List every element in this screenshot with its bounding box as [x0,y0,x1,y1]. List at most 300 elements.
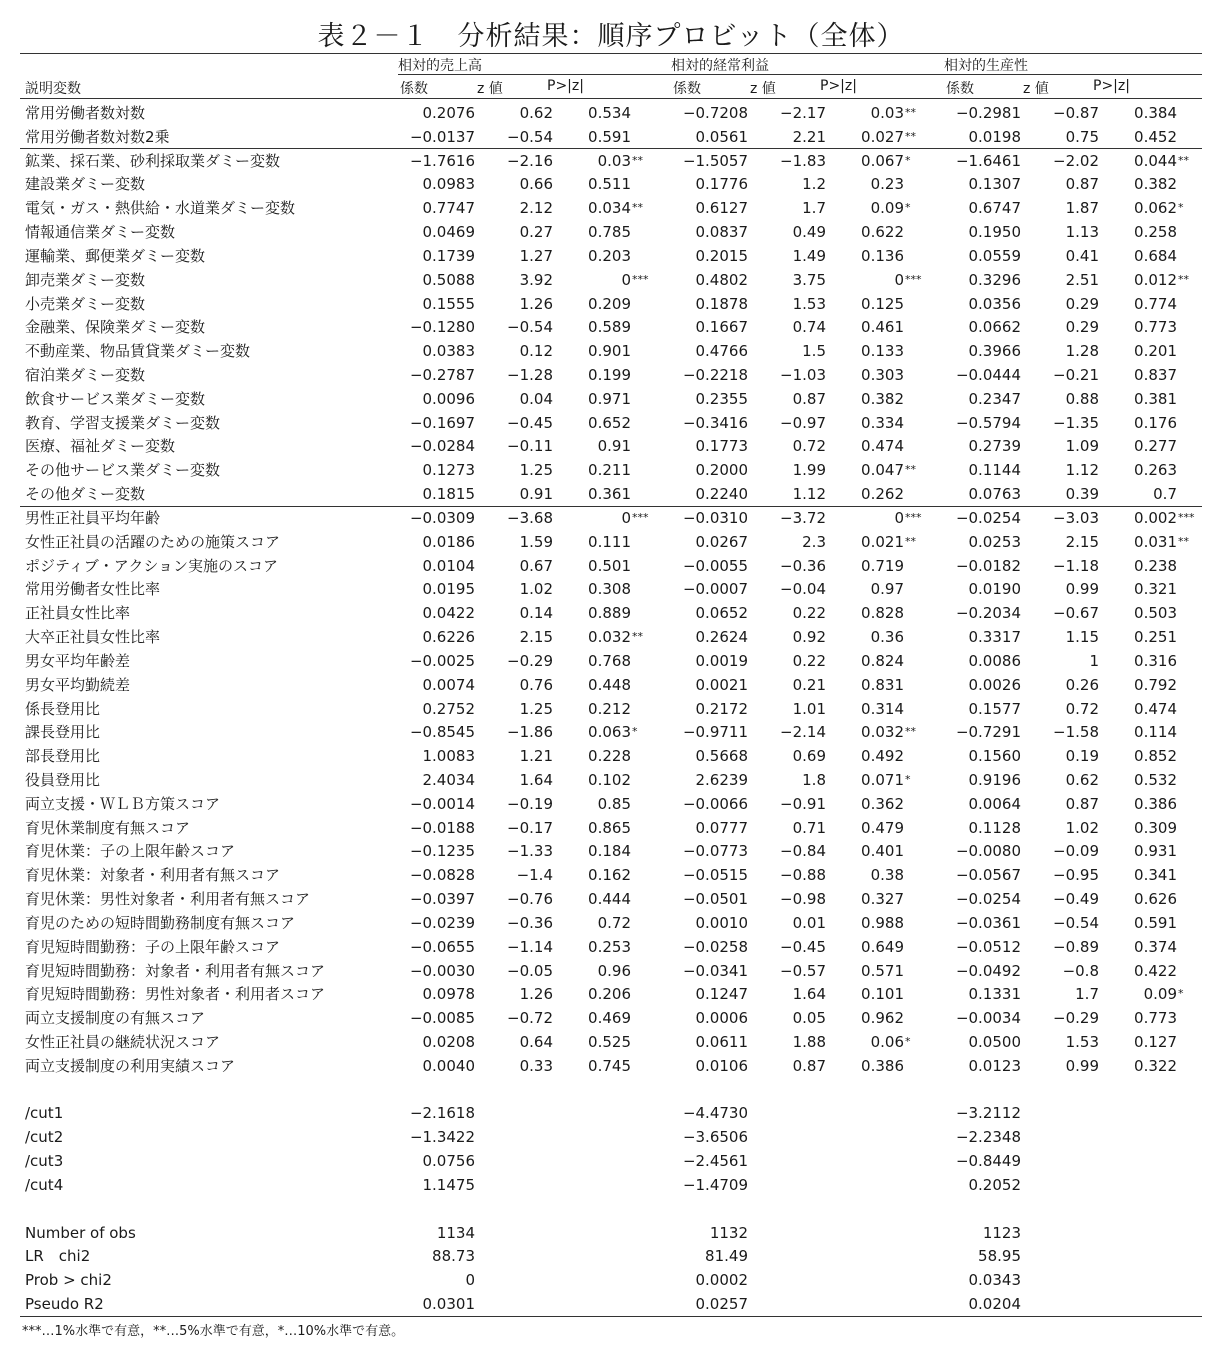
cut-value: −2.2348 [955,1128,1021,1147]
coefficient-cell: −0.0182 [955,556,1021,575]
p-value-text: 0.021 [861,532,904,551]
coefficient-cell: 0.2752 [422,699,475,718]
p-value-cell [560,413,631,433]
cut-label: /cut3 [25,1152,64,1171]
coefficient-cell: −0.1235 [409,842,475,861]
coefficient-cell: −0.0137 [409,127,475,146]
z-value-cell: −0.89 [1053,937,1099,956]
stat-value: 1123 [982,1223,1021,1242]
table-row [20,532,1202,556]
p-value-text: 0.303 [861,366,904,385]
coefficient-cell: 0.0208 [422,1032,475,1051]
p-value-text: 0.03 [870,104,904,122]
coefficient-cell: −0.1697 [409,413,475,432]
coefficient-cell: −0.0030 [409,961,475,980]
p-value-text: 0.525 [588,1032,631,1051]
p-value-cell [1106,532,1177,552]
z-value-cell: 1.02 [519,580,553,599]
coefficient-cell: −0.0258 [682,937,748,956]
p-value-cell [833,1008,904,1028]
significance-stars: * [632,725,638,739]
coefficient-cell: −0.0773 [682,842,748,861]
coefficient-cell: 0.5668 [695,747,748,766]
p-value-text: 0.251 [1134,628,1177,647]
significance-stars: *** [632,272,649,286]
stat-value: 58.95 [978,1247,1021,1266]
z-value-cell: 0.04 [519,389,553,408]
p-value-cell [1106,413,1177,433]
p-value-text: 0.479 [861,818,904,837]
coefficient-cell: 0.1815 [422,485,475,504]
p-value-cell [560,103,631,123]
p-value-cell [833,508,904,528]
p-value-cell [833,317,904,337]
stat-value: 1134 [436,1223,475,1242]
z-value-cell: 0.01 [792,913,826,932]
z-value-cell: −2.14 [780,723,826,742]
coefficient-cell: 0.1773 [695,437,748,456]
p-value-text: 0.745 [588,1056,631,1075]
z-value-cell: 3.92 [519,270,553,289]
variable-label: 不動産業、物品賃貸業ダミー変数 [25,342,251,361]
z-value-cell: 1.12 [792,485,826,504]
p-value-text: 0.91 [597,437,631,456]
p-value-text: 0.309 [1134,818,1177,837]
z-value-cell: −1.18 [1053,556,1099,575]
p-value-text: 0.589 [588,318,631,337]
z-value-cell: 0.92 [792,628,826,647]
p-value-cell [560,508,631,528]
variable-label: ポジティブ・アクション実施のスコア [25,556,279,575]
variable-label: 両立支援制度の有無スコア [25,1009,206,1028]
p-value-text: 0.7 [1153,485,1177,504]
p-value-text: 0.474 [1134,699,1177,718]
p-value-cell [833,961,904,981]
z-value-cell: 0.21 [792,675,826,694]
coefficient-cell: 0.0021 [695,675,748,694]
z-value-cell: −2.02 [1053,151,1099,170]
table-row [20,675,1202,699]
p-value-cell [560,532,631,552]
coefficient-cell: 0.3317 [968,628,1021,647]
coefficient-cell: 0.0763 [968,485,1021,504]
variable-label: 正社員女性比率 [25,604,131,623]
coefficient-cell: 0.0559 [968,246,1021,265]
z-value-cell: 0.87 [792,1056,826,1075]
z-value-cell: −0.17 [507,818,553,837]
coefficient-cell: 0.0186 [422,532,475,551]
p-value-cell [1106,317,1177,337]
p-value-text: 0.034 [588,199,631,218]
p-value-cell [833,794,904,814]
p-value-cell [833,841,904,861]
p-value-text: 0.361 [588,485,631,504]
z-value-cell: −0.54 [1053,913,1099,932]
p-value-text: 0.452 [1134,127,1177,146]
p-value-text: 0.316 [1134,651,1177,670]
z-value-cell: −1.4 [516,866,553,885]
coefficient-cell: 2.4034 [422,770,475,789]
p-value-cell [833,579,904,599]
cut-row [20,1127,1202,1151]
p-value-cell [560,1032,631,1052]
variable-label: 建設業ダミー変数 [25,175,146,194]
table-row [20,484,1202,508]
stat-label: Prob > chi2 [25,1271,112,1290]
p-value-text: 0.136 [861,246,904,265]
coefficient-cell: 0.4802 [695,270,748,289]
p-value-cell [560,722,631,742]
z-value-cell: 0.88 [1065,389,1099,408]
coefficient-cell: −0.7291 [955,723,1021,742]
variable-label: その他サービス業ダミー変数 [25,461,221,480]
z-value-cell: −1.58 [1053,723,1099,742]
z-value-cell: 0.87 [792,389,826,408]
coefficient-cell: 0.1247 [695,985,748,1004]
z-value-cell: 1.87 [1065,199,1099,218]
coefficient-cell: 0.0611 [695,1032,748,1051]
p-value-cell [833,675,904,695]
p-value-cell [560,127,631,147]
significance-stars: ** [632,630,643,644]
p-value-cell [560,651,631,671]
p-value-text: 0.901 [588,342,631,361]
p-value-cell [560,436,631,456]
p-value-cell [1106,579,1177,599]
table-row [20,365,1202,389]
table-row [20,579,1202,603]
coefficient-cell: 0.0469 [422,223,475,242]
p-value-cell [1106,365,1177,385]
significance-stars: *** [1178,510,1195,524]
stat-value: 0.0204 [968,1295,1021,1313]
top-rule [20,53,1202,54]
variable-label: 部長登用比 [25,747,101,766]
z-value-cell: −0.54 [507,127,553,146]
z-value-cell: −1.33 [507,842,553,861]
coefficient-cell: 2.6239 [695,770,748,789]
p-value-cell [833,389,904,409]
variable-label: 卸売業ダミー変数 [25,270,146,289]
z-value-cell: −0.72 [507,1009,553,1028]
group-header-profit: 相対的経常利益 [671,58,769,74]
z-value-cell: 0.74 [792,318,826,337]
p-value-cell [1106,937,1177,957]
z-value-cell: 1.21 [519,747,553,766]
coefficient-cell: 0.1555 [422,294,475,313]
p-value-text: 0.768 [588,651,631,670]
z-value-cell: 1.64 [519,770,553,789]
significance-stars: ** [905,106,916,119]
p-value-cell [560,841,631,861]
p-value-text: 0.889 [588,604,631,623]
table-row [20,889,1202,913]
z-value-cell: −3.03 [1053,508,1099,527]
p-value-cell [1106,1008,1177,1028]
significance-stars: * [905,201,911,215]
z-value-cell: 0.29 [1065,318,1099,337]
p-value-text: 0.448 [588,675,631,694]
p-value-cell [833,937,904,957]
footnote: ***…1%水準で有意，**…5%水準で有意，*…10%水準で有意。 [22,1324,405,1339]
coefficient-cell: 0.0190 [968,580,1021,599]
p-value-cell [1106,722,1177,742]
coefficient-cell: −0.8545 [409,723,475,742]
p-value-cell [560,151,631,171]
p-value-text: 0 [621,508,631,527]
coefficient-cell: −0.0655 [409,937,475,956]
variable-label: 金融業、保険業ダミー変数 [25,318,206,337]
p-value-cell [560,579,631,599]
p-value-text: 0.931 [1134,842,1177,861]
p-value-cell [1106,341,1177,361]
coefficient-cell: 0.0040 [422,1056,475,1075]
z-value-cell: −0.87 [1053,104,1099,122]
p-value-text: 0.071 [861,770,904,789]
variable-label: 育児休業：男性対象者・利用者有無スコア [25,890,311,909]
p-value-cell [833,127,904,147]
z-value-cell: −0.45 [507,413,553,432]
p-value-cell [560,937,631,957]
z-value-cell: −0.97 [780,413,826,432]
z-value-cell: 0.66 [519,175,553,194]
p-value-text: 0.206 [588,985,631,1004]
p-value-cell [833,294,904,314]
coefficient-cell: −1.6461 [955,151,1021,170]
group-header-rule [398,74,1202,75]
coefficient-cell: −0.0055 [682,556,748,575]
z-value-cell: 0.22 [792,604,826,623]
p-value-cell [1106,198,1177,218]
p-value-text: 0.649 [861,937,904,956]
p-value-cell [560,961,631,981]
p-value-text: 0.211 [588,461,631,480]
p-value-cell [560,556,631,576]
z-value-cell: −0.29 [507,651,553,670]
table-row [20,436,1202,460]
z-value-cell: 0.22 [792,651,826,670]
p-value-cell [833,341,904,361]
p-value-cell [560,1008,631,1028]
z-value-cell: 0.87 [1065,794,1099,813]
significance-stars: ** [905,725,916,739]
p-value-cell [833,270,904,290]
z-value-cell: −1.03 [780,366,826,385]
table-row [20,198,1202,222]
stat-row [20,1270,1202,1294]
p-value-cell [1106,246,1177,266]
stat-value: 0.0301 [422,1295,475,1313]
coefficient-cell: −0.2218 [682,366,748,385]
p-value-text: 0.133 [861,342,904,361]
table-row [20,246,1202,270]
table-row [20,961,1202,985]
z-value-cell: −2.16 [507,151,553,170]
z-value-cell: 1.7 [1075,985,1099,1004]
p-value-text: 0.384 [1134,104,1177,122]
p-value-cell [560,675,631,695]
p-value-cell [1106,151,1177,171]
p-value-cell [1106,508,1177,528]
significance-stars: ** [905,129,916,143]
p-value-cell [1106,1032,1177,1052]
z-value-cell: 1 [1089,651,1099,670]
table-row [20,1056,1202,1080]
z-value-cell: 1.53 [792,294,826,313]
table-row [20,174,1202,198]
p-value-text: 0.97 [870,580,904,599]
z-value-cell: −0.57 [780,961,826,980]
z-value-cell: 1.53 [1065,1032,1099,1051]
table-row [20,460,1202,484]
variable-label: 男女平均勤続差 [25,675,131,694]
coefficient-cell: 0.2347 [968,389,1021,408]
stat-label: Pseudo R2 [25,1295,104,1313]
cut-value: 1.1475 [422,1175,475,1194]
coefficient-cell: 0.2172 [695,699,748,718]
stat-label: Number of obs [25,1223,136,1242]
significance-stars: * [905,1034,911,1048]
p-value-text: 0.047 [861,461,904,480]
coefficient-cell: −0.0188 [409,818,475,837]
coefficient-cell: −0.0361 [955,913,1021,932]
z-value-cell: 0.62 [519,104,553,122]
sub-header-coef: 係数 [946,81,974,97]
coefficient-cell: −0.0066 [682,794,748,813]
p-value-text: 0.063 [588,723,631,742]
p-value-cell [1106,675,1177,695]
p-value-text: 0.258 [1134,223,1177,242]
coefficient-cell: −0.7208 [682,104,748,122]
p-value-text: 0.212 [588,699,631,718]
p-value-text: 0.031 [1134,532,1177,551]
z-value-cell: 1.2 [802,175,826,194]
p-value-text: 0.828 [861,604,904,623]
cut-value: −1.4709 [682,1175,748,1194]
z-value-cell: 1.59 [519,532,553,551]
p-value-cell [1106,556,1177,576]
sub-header-p: P>|z| [1093,78,1130,94]
p-value-cell [1106,794,1177,814]
sub-header-z: z 値 [477,81,503,97]
variable-label: 電気・ガス・熱供給・水道業ダミー変数 [25,199,296,218]
coefficient-cell: 0.0064 [968,794,1021,813]
cut-value: 0.0756 [422,1152,475,1171]
coefficient-cell: −0.0397 [409,890,475,909]
p-value-text: 0.386 [861,1056,904,1075]
p-value-text: 0.503 [1134,604,1177,623]
z-value-cell: 2.3 [802,532,826,551]
coefficient-cell: −0.0085 [409,1009,475,1028]
significance-stars: ** [632,201,643,215]
z-value-cell: 0.05 [792,1009,826,1028]
p-value-cell [833,365,904,385]
table-row [20,1032,1202,1056]
p-value-text: 0.971 [588,389,631,408]
header-bottom-rule [20,98,1202,99]
p-value-text: 0.111 [588,532,631,551]
stat-value: 0.0002 [695,1271,748,1290]
coefficient-cell: −0.0567 [955,866,1021,885]
p-value-cell [1106,294,1177,314]
p-value-text: 0.532 [1134,770,1177,789]
table-row [20,937,1202,961]
coefficient-cell: 0.1331 [968,985,1021,1004]
z-value-cell: 0.27 [519,223,553,242]
p-value-text: 0.988 [861,913,904,932]
coefficient-cell: 0.5088 [422,270,475,289]
p-value-cell [1106,627,1177,647]
p-value-text: 0.773 [1134,318,1177,337]
p-value-text: 0.184 [588,842,631,861]
z-value-cell: −3.68 [507,508,553,527]
table-row [20,317,1202,341]
p-value-text: 0.492 [861,747,904,766]
p-value-text: 0.308 [588,580,631,599]
variable-label: 両立支援制度の利用実績スコア [25,1056,236,1075]
p-value-text: 0.962 [861,1009,904,1028]
z-value-cell: 1.49 [792,246,826,265]
p-value-text: 0.626 [1134,890,1177,909]
coefficient-cell: 0.0500 [968,1032,1021,1051]
p-value-text: 0.852 [1134,747,1177,766]
p-value-cell [1106,222,1177,242]
sub-header-coef: 係数 [400,81,428,97]
coefficient-cell: 0.0074 [422,675,475,694]
cut-row [20,1103,1202,1127]
p-value-text: 0.374 [1134,937,1177,956]
significance-stars: * [905,772,911,786]
coefficient-cell: 0.0652 [695,604,748,623]
p-value-cell [1106,1056,1177,1076]
coefficient-cell: −0.0025 [409,651,475,670]
variable-label: 役員登用比 [25,770,101,789]
p-value-cell [1106,103,1177,123]
p-value-cell [560,484,631,504]
table-row [20,913,1202,937]
z-value-cell: 1.26 [519,294,553,313]
p-value-text: 0 [621,270,631,289]
p-value-text: 0.228 [588,747,631,766]
z-value-cell: 2.51 [1065,270,1099,289]
coefficient-cell: −0.0309 [409,508,475,527]
p-value-text: 0.327 [861,890,904,909]
coefficient-cell: 0.3966 [968,342,1021,361]
coefficient-cell: 0.0195 [422,580,475,599]
variable-label: 女性正社員の継続状況スコア [25,1032,221,1051]
p-value-text: 0.06 [870,1032,904,1051]
coefficient-cell: −0.0284 [409,437,475,456]
cut-row [20,1175,1202,1199]
p-value-cell [833,460,904,480]
z-value-cell: −0.36 [507,913,553,932]
table-row [20,508,1202,532]
p-value-cell [1106,460,1177,480]
variable-label: 育児休業制度有無スコア [25,818,191,837]
table-row [20,818,1202,842]
z-value-cell: −3.72 [780,508,826,527]
p-value-cell [560,389,631,409]
coefficient-cell: −0.0034 [955,1009,1021,1028]
z-value-cell: 1.88 [792,1032,826,1051]
coefficient-cell: 0.1128 [968,818,1021,837]
variable-label: 小売業ダミー変数 [25,294,146,313]
coefficient-cell: −0.1280 [409,318,475,337]
z-value-cell: −0.49 [1053,890,1099,909]
p-value-text: 0.36 [870,628,904,647]
stat-value: 1132 [709,1223,748,1242]
p-value-text: 0.865 [588,818,631,837]
